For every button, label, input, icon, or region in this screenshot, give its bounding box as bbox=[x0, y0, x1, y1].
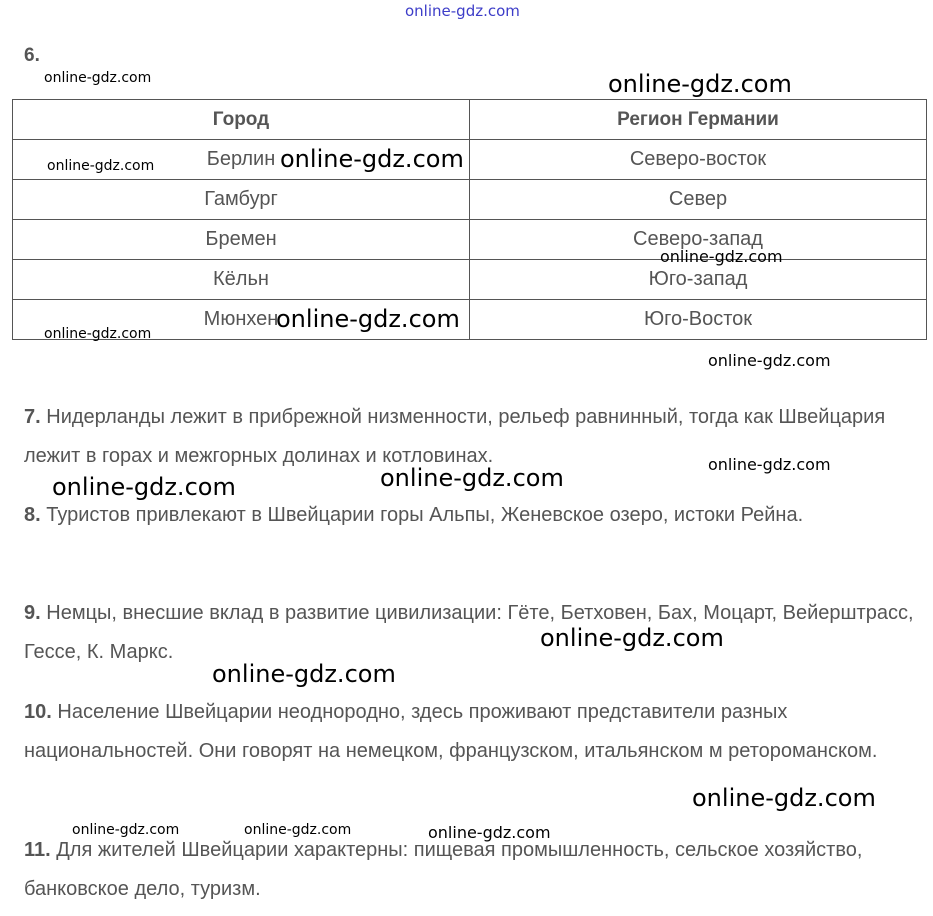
answer-9 bbox=[24, 594, 914, 672]
watermark: online-gdz.com bbox=[692, 784, 876, 812]
watermark: online-gdz.com bbox=[660, 247, 783, 266]
table-row bbox=[13, 260, 927, 300]
answer-10-text: Население Швейцарии неоднородно, здесь проживают представители разных национальностей. Они говорят на немецком, французском, итальянском м ретороманском. bbox=[24, 701, 878, 762]
region-cell: Северо-запад bbox=[470, 220, 927, 260]
task-6-number: 6. bbox=[24, 45, 40, 66]
city-cell: Кёльн bbox=[13, 260, 470, 300]
watermark: online-gdz.com bbox=[280, 145, 464, 173]
watermark: online-gdz.com bbox=[244, 822, 352, 838]
region-cell: Юго-Восток bbox=[470, 300, 927, 340]
watermark: online-gdz.com bbox=[52, 473, 236, 501]
watermark: online-gdz.com bbox=[47, 158, 155, 174]
answer-8 bbox=[24, 496, 914, 535]
region-cell: Северо-восток bbox=[470, 140, 927, 180]
header-region: Регион Германии bbox=[470, 100, 927, 140]
table-row bbox=[13, 220, 927, 260]
answer-7-text: Нидерланды лежит в прибрежной низменности, рельеф равнинный, тогда как Швейцария лежит в горах и межгорных долинах и котловинах. bbox=[24, 406, 886, 467]
city-cell: Гамбург bbox=[13, 180, 470, 220]
answer-9-number: 9. bbox=[24, 602, 41, 624]
region-cell: Юго-запад bbox=[470, 260, 927, 300]
watermark: online-gdz.com bbox=[72, 822, 180, 838]
city-cell: Берлин bbox=[13, 140, 470, 180]
watermark: online-gdz.com bbox=[212, 660, 396, 688]
city-cell: Бремен bbox=[13, 220, 470, 260]
watermark: online-gdz.com bbox=[540, 624, 724, 652]
watermark: online-gdz.com bbox=[276, 305, 460, 333]
city-cell: Мюнхен bbox=[13, 300, 470, 340]
header-city: Город bbox=[13, 100, 470, 140]
watermark: online-gdz.com bbox=[428, 823, 551, 842]
watermark: online-gdz.com bbox=[608, 70, 792, 98]
cities-table bbox=[12, 99, 927, 340]
watermark: online-gdz.com bbox=[708, 351, 831, 370]
watermark: online-gdz.com bbox=[708, 455, 831, 474]
watermark: online-gdz.com bbox=[405, 2, 520, 20]
answer-11-text: Для жителей Швейцарии характерны: пищевая промышленность, сельское хозяйство, банковское дело, туризм. bbox=[24, 839, 863, 900]
watermark: online-gdz.com bbox=[44, 326, 152, 342]
answer-8-number: 8. bbox=[24, 504, 41, 526]
watermark: online-gdz.com bbox=[380, 464, 564, 492]
watermark: online-gdz.com bbox=[44, 70, 152, 86]
answer-8-text: Туристов привлекают в Швейцарии горы Альпы, Женевское озеро, истоки Рейна. bbox=[46, 504, 804, 526]
answer-11-number: 11. bbox=[24, 839, 51, 861]
region-cell: Север bbox=[470, 180, 927, 220]
table-header-row bbox=[13, 100, 927, 140]
answer-11 bbox=[24, 831, 914, 909]
answer-9-text: Немцы, внесшие вклад в развитие цивилизации: Гёте, Бетховен, Бах, Моцарт, Вейерштрасс, Гессе, К. Маркс. bbox=[24, 602, 914, 663]
table-row bbox=[13, 180, 927, 220]
answer-10-number: 10. bbox=[24, 701, 52, 723]
answer-7-number: 7. bbox=[24, 406, 41, 428]
answer-10 bbox=[24, 693, 914, 771]
